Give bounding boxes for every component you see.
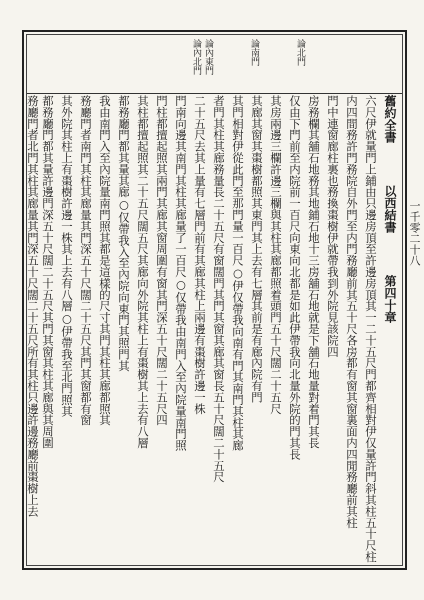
text-column: 内四間務許門務院自外門至内門務廳前其五十尺各房都有窗其窗裏面内四閒務廳前其柱 <box>345 95 359 529</box>
annotation-band <box>27 35 402 94</box>
text-column: 門柱都擅起照其兩門其廊其窗周圍有窗其門深五十尺闊二十五尺四 <box>155 95 169 426</box>
page-frame-inner <box>26 34 403 566</box>
text-column: 我由南門入至內院量南門照其都是這樣的尺寸其門其柱其廊都照其 <box>98 95 112 426</box>
text-column: 房務欄其舖石地務其地鋪石地十三房舖石地就是下舖石地量對着門其長 <box>307 95 321 449</box>
text-column: 都務廳門都其量許邊門深五十尺闊二十五尺其門其窗其柱其廊與其周圍 <box>41 95 55 449</box>
text-column: 二十五尺去其上量有七層門前有其廊其柱上兩邊有棗樹許邊一株 <box>193 95 207 415</box>
text-column: 仅由下門前至内院前一百尺向東向北都是如此伊帶我向北量外院的門其長 <box>288 95 302 460</box>
section-title: 以西結書 <box>383 185 397 233</box>
margin-note-inner-north-gate: 論內北門 <box>191 39 201 75</box>
running-header-book <box>382 95 398 323</box>
text-column: 都務廳門都其量其廊○仅帶我入至內院向東門其照門其 <box>117 95 131 372</box>
text-column: 其廊其窗其棗樹都照其東門其上去有七層其前是有廊內院有門 <box>250 95 264 403</box>
text-column: 其房兩邊三欄許邊三欄與其柱其廊都照着頭門五十尺闊二十五尺 <box>269 95 283 415</box>
book-title: 舊約全書 <box>383 95 397 143</box>
text-column: 務廳門者南門其柱其廊量其門深五十尺闊二十五尺其門其窗都有窗 <box>79 95 93 426</box>
text-column: 六尺伊就量門上鋪由只邊房頂至許邊房頂其一二十五尺門都齊相對伊仅量許門斜其柱五十尺柱 <box>364 95 378 563</box>
page-frame <box>22 30 407 570</box>
text-column: 門南向邊其南門其柱其廊量了一百尺○仅帶我由南門入至內院量南門照 <box>174 95 188 451</box>
margin-note-north-gate: 論北門 <box>295 39 305 66</box>
text-column: 其外院其柱上有棗樹許邊一株其上去有八層○伊帶我至北門照其 <box>60 95 74 417</box>
text-column: 務廳門者北門其柱其廊量其門深五十尺闊二十五尺所有其柱只邊許邊務廳前棗樹上去 <box>26 95 40 517</box>
text-column: 其柱都擅起照其二十五尺闊五尺其廊向外院其柱上有棗樹其上去有八層 <box>136 95 150 449</box>
page-number: 一千零二十八 <box>408 200 421 266</box>
margin-note-south-gate: 論南門 <box>249 39 259 66</box>
chapter-label: 第四十章 <box>383 275 397 323</box>
margin-note-inner-east-gate: 論內東門 <box>203 39 213 75</box>
text-column: 其門相對伊從此門至那門量一百尺○伊仅帶我向南有門其南門其柱其廊 <box>231 95 245 451</box>
text-column: 者門其柱其廊務量長二十五尺有窗闊門其門其窗其廊其窗長五十尺闊二十五尺 <box>212 95 226 483</box>
text-column: 門中連窗廊柱裏也務換棗樹伊就帶我到外院見該院四 <box>326 95 340 358</box>
